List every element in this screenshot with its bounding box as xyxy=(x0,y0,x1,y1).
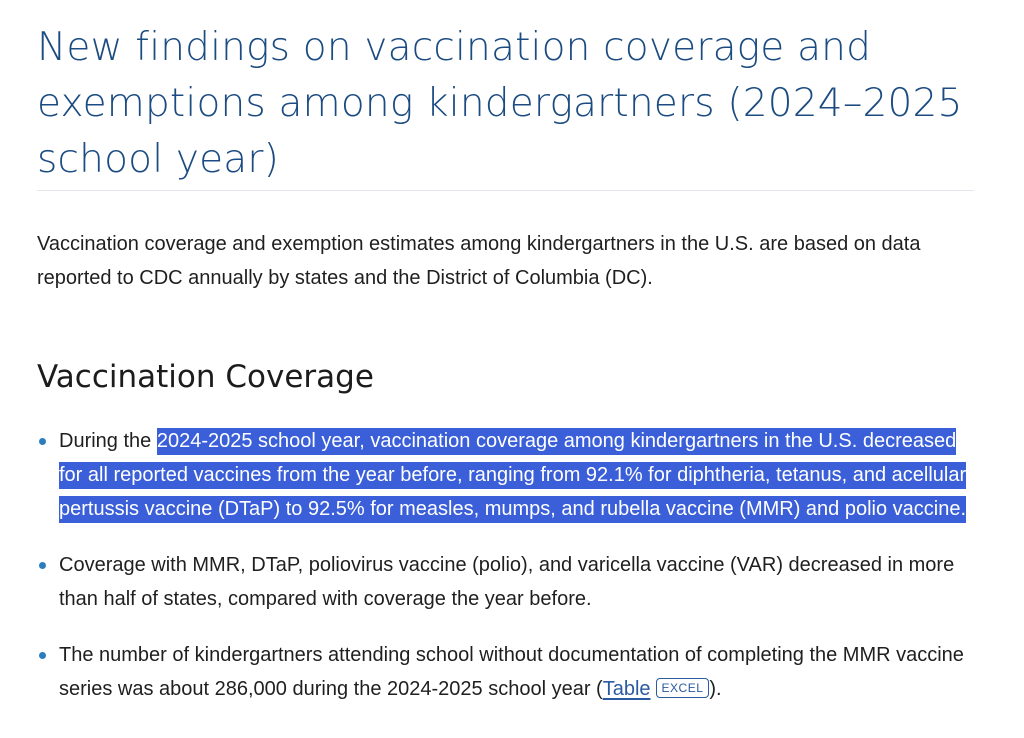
coverage-bullet-list xyxy=(37,424,974,706)
bullet-text: Coverage with MMR, DTaP, poliovirus vaccine (polio), and varicella vaccine (VAR) decreased in more than half of states, compared with coverage the year before. xyxy=(59,554,955,610)
list-item xyxy=(37,638,974,706)
bullet-dot-icon xyxy=(39,438,46,445)
list-item xyxy=(37,548,974,616)
bullet-dot-icon xyxy=(39,562,46,569)
excel-badge[interactable]: EXCEL xyxy=(656,678,710,698)
bullet-dot-icon xyxy=(39,652,46,659)
bullet-text: The number of kindergartners attending school without documentation of completing the MMR vaccine series was about 286,000 during the 2024-2025 school year ( xyxy=(59,644,964,700)
page-title: New findings on vaccination coverage and exemptions among kindergartners (2024–2025 school year) xyxy=(37,25,963,182)
section-heading-vaccination-coverage: Vaccination Coverage xyxy=(37,359,374,395)
selected-text: 2024-2025 school year, vaccination coverage among kindergartners in the U.S. decreased for all reported vaccines from the year before, ranging from 92.1% for diphtheria, tetanus, and acellular pertussis vaccine (DTaP) to 92.5% for measles, mumps, and rubella vaccine (MMR) and polio vaccine. xyxy=(59,428,966,523)
list-item xyxy=(37,424,974,526)
title-divider xyxy=(37,190,974,191)
table-link[interactable]: Table xyxy=(602,678,651,700)
main-content xyxy=(37,0,974,728)
bullet-text-prefix: During the xyxy=(59,430,157,452)
intro-paragraph: Vaccination coverage and exemption estimates among kindergartners in the U.S. are based on data reported to CDC annually by states and the District of Columbia (DC). xyxy=(37,233,921,289)
bullet-text-suffix: ). xyxy=(709,678,722,700)
